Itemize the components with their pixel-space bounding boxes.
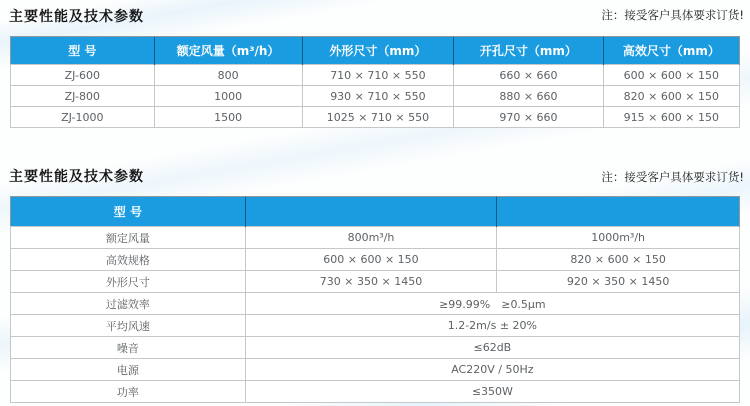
cell-outline-size: 1025 × 710 × 550 (302, 107, 454, 128)
section2-order-note: 注：接受客户具体要求订货! (601, 170, 744, 184)
row-label-filter-efficiency: 过滤效率 (11, 293, 246, 315)
cell-value: 920 × 350 × 1450 (497, 271, 740, 293)
cell-opening-size: 970 × 660 (454, 107, 603, 128)
cell-value: 730 × 350 × 1450 (245, 271, 497, 293)
col-header-hepa-size: 高效尺寸（mm） (603, 37, 739, 65)
row-label-avg-wind-speed: 平均风速 (11, 315, 246, 337)
cell-outline-size: 710 × 710 × 550 (302, 65, 454, 86)
cell-model: ZJ-600 (11, 65, 155, 86)
table-row (11, 249, 740, 271)
cell-value: 1000m³/h (497, 227, 740, 249)
table-row (11, 337, 740, 359)
col-header-variant-2 (497, 197, 740, 227)
cell-model: ZJ-1000 (11, 107, 155, 128)
col-header-model: 型 号 (11, 197, 246, 227)
models-spec-table (10, 36, 740, 128)
row-label-rated-airflow: 额定风量 (11, 227, 246, 249)
table-row (11, 381, 740, 403)
col-header-rated-airflow: 额定风量（m³/h） (154, 37, 302, 65)
cell-hepa-size: 600 × 600 × 150 (603, 65, 739, 86)
cell-rated-airflow: 1500 (154, 107, 302, 128)
col-header-opening-size: 开孔尺寸（mm） (454, 37, 603, 65)
col-header-variant-1 (245, 197, 497, 227)
table-row (11, 227, 740, 249)
row-label-outline-size: 外形尺寸 (11, 271, 246, 293)
cell-value-span: 1.2-2m/s ± 20% (245, 315, 739, 337)
table-row (11, 359, 740, 381)
col-header-model: 型 号 (11, 37, 155, 65)
table-row (11, 65, 740, 86)
models-table-header-row (11, 37, 740, 65)
row-label-noise: 噪音 (11, 337, 246, 359)
cell-value: 800m³/h (245, 227, 497, 249)
section2-title: 主要性能及技术参数 (9, 169, 144, 185)
section1-title: 主要性能及技术参数 (9, 9, 144, 25)
cell-rated-airflow: 800 (154, 65, 302, 86)
cell-opening-size: 880 × 660 (454, 86, 603, 107)
cell-value: 820 × 600 × 150 (497, 249, 740, 271)
cell-rated-airflow: 1000 (154, 86, 302, 107)
cell-hepa-size: 820 × 600 × 150 (603, 86, 739, 107)
cell-opening-size: 660 × 660 (454, 65, 603, 86)
col-header-outline-size: 外形尺寸（mm） (302, 37, 454, 65)
cell-hepa-size: 915 × 600 × 150 (603, 107, 739, 128)
row-label-power-supply: 电源 (11, 359, 246, 381)
section1-order-note: 注：接受客户具体要求订货! (601, 8, 744, 22)
table-row (11, 271, 740, 293)
table-row (11, 315, 740, 337)
cell-value-span: ≤62dB (245, 337, 739, 359)
cell-value: 600 × 600 × 150 (245, 249, 497, 271)
row-label-power: 功率 (11, 381, 246, 403)
cell-value-span: ≥99.99% ≥0.5μm (245, 293, 739, 315)
performance-spec-table (10, 196, 740, 403)
cell-value-span: ≤350W (245, 381, 739, 403)
table-row (11, 107, 740, 128)
row-label-hepa-spec: 高效规格 (11, 249, 246, 271)
cell-value-span: AC220V / 50Hz (245, 359, 739, 381)
cell-outline-size: 930 × 710 × 550 (302, 86, 454, 107)
cell-model: ZJ-800 (11, 86, 155, 107)
table-row (11, 293, 740, 315)
performance-table-header-row (11, 197, 740, 227)
table-row (11, 86, 740, 107)
